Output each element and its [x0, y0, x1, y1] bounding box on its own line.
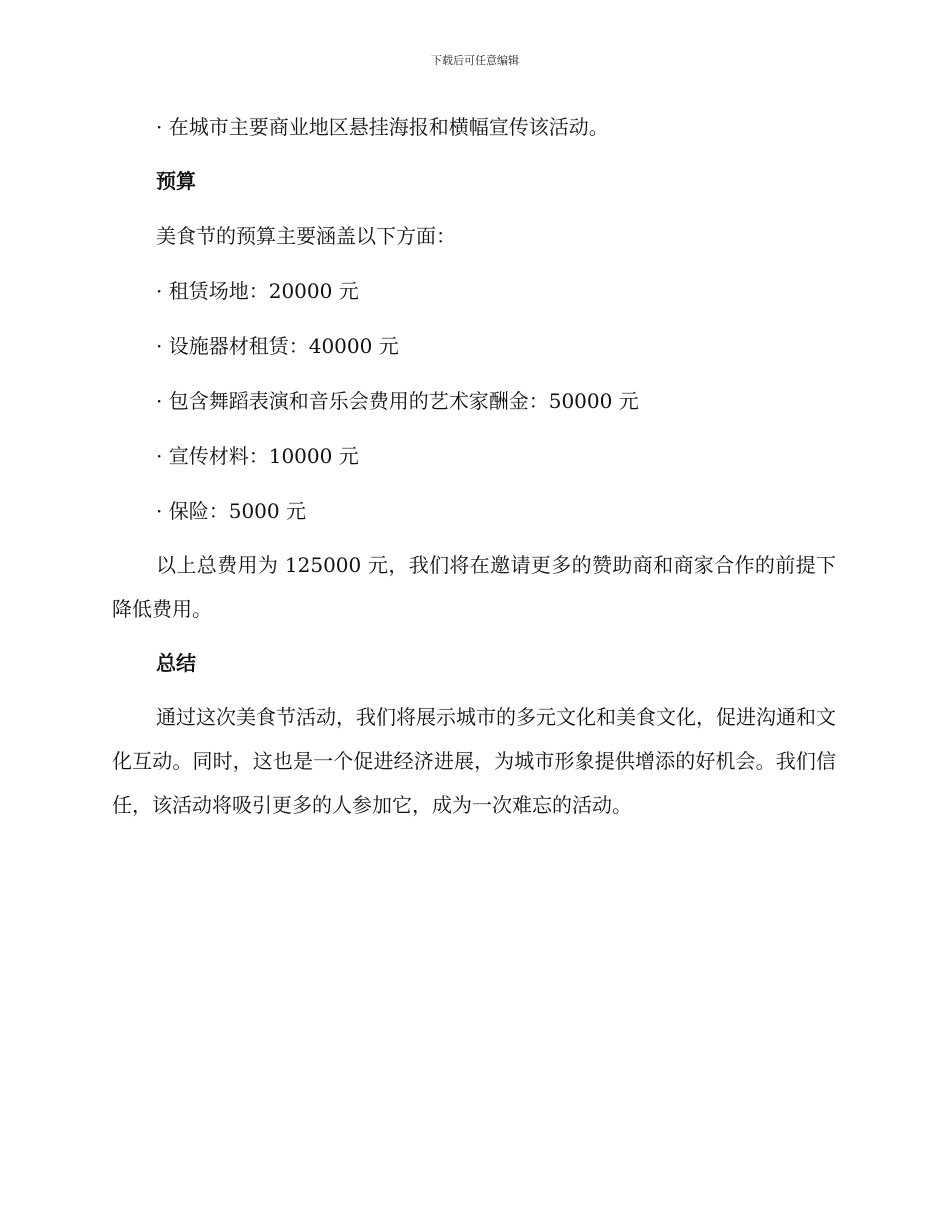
budget-intro: 美食节的预算主要涵盖以下方面： [156, 224, 456, 248]
budget-item-artists: · 包含舞蹈表演和音乐会费用的艺术家酬金：50000 元 [156, 389, 639, 413]
budget-total-paragraph: 以上总费用为 125000 元，我们将在邀请更多的赞助商和商家合作的前提下降低费用。 [112, 553, 836, 621]
budget-item-venue: · 租赁场地：20000 元 [156, 279, 359, 303]
page-header: 下载后可任意编辑 [431, 54, 519, 67]
promo-bullet: · 在城市主要商业地区悬挂海报和横幅宣传该活动。 [156, 115, 609, 139]
budget-item-equipment: · 设施器材租赁：40000 元 [156, 334, 399, 358]
budget-item-insurance: · 保险：5000 元 [156, 499, 306, 523]
summary-paragraph: 通过这次美食节活动，我们将展示城市的多元文化和美食文化，促进沟通和文化互动。同时，这也是一个促进经济进展，为城市形象提供增添的好机会。我们信任，该活动将吸引更多的人参加它，成为一次难忘的活动。 [112, 705, 836, 817]
summary-heading: 总结 [156, 651, 196, 675]
budget-heading: 预算 [156, 169, 196, 193]
budget-item-promo-materials: · 宣传材料：10000 元 [156, 444, 359, 468]
